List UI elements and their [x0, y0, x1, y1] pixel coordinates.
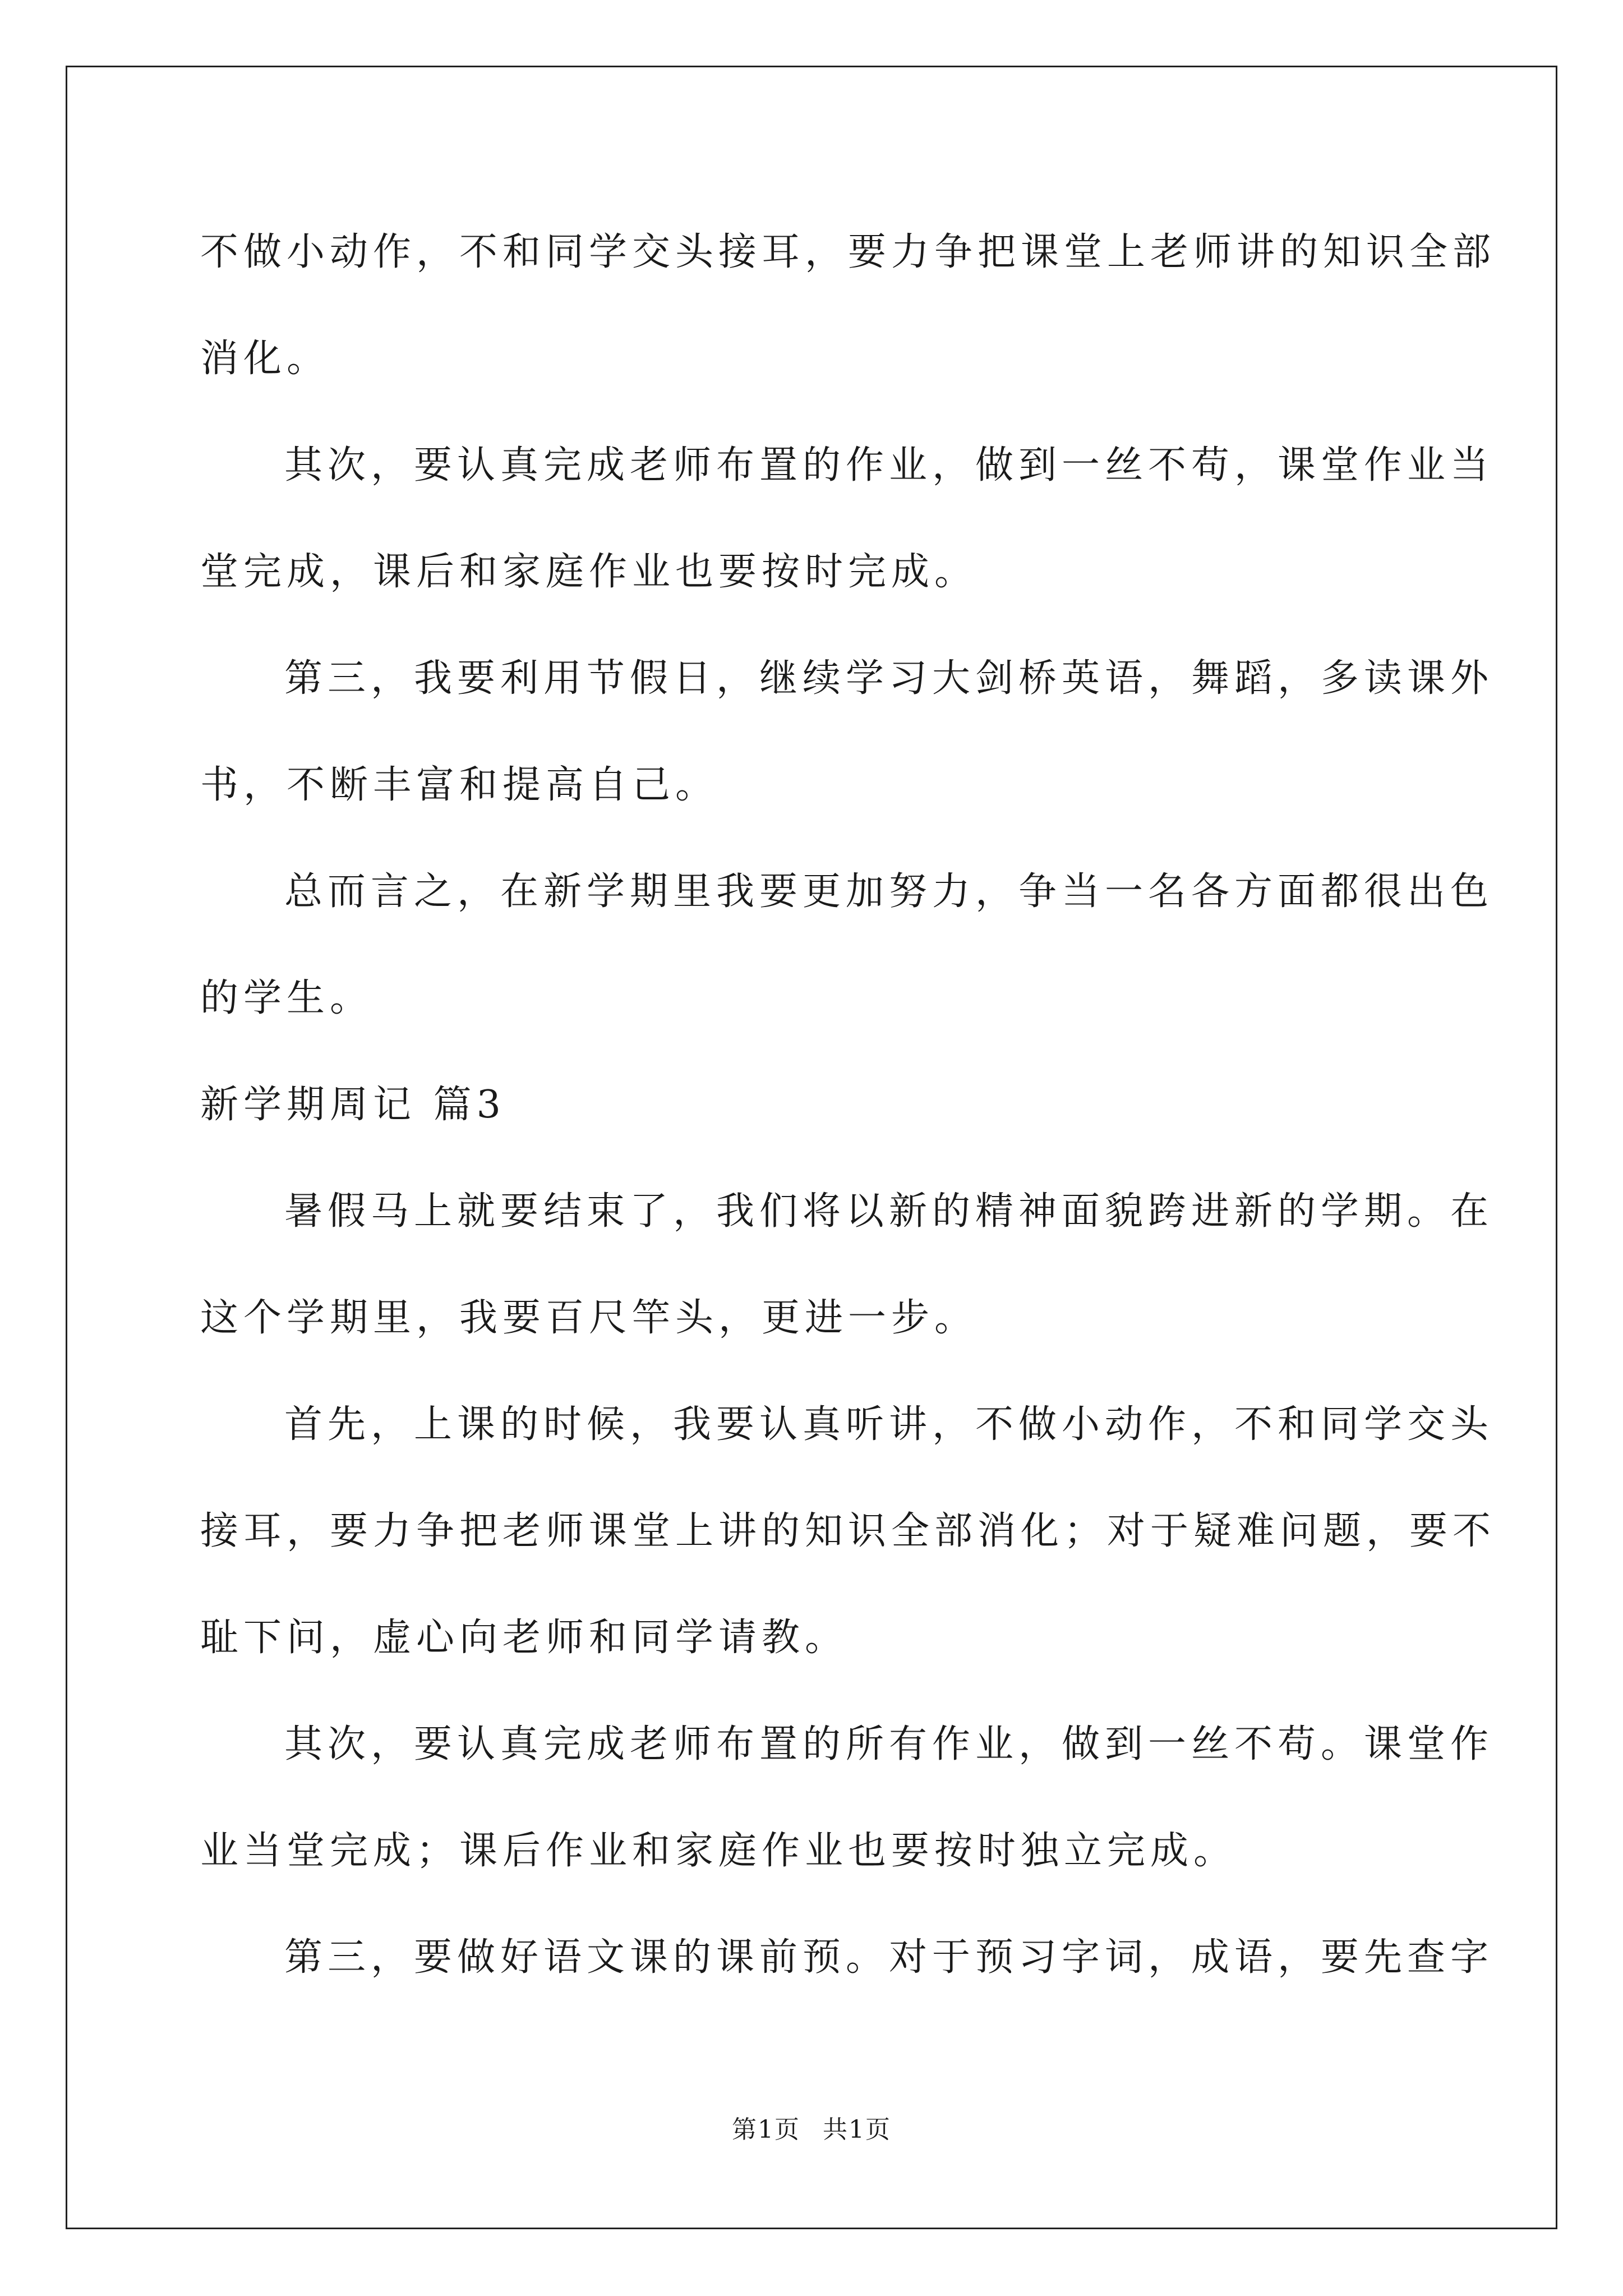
text-line-12: 首先，上课的时候，我要认真听讲，不做小动作，不和同学交头: [284, 1402, 1494, 1447]
page-total: 共1页: [823, 2115, 891, 2144]
page-footer: [0, 2109, 1623, 2145]
text-line-7: 总而言之，在新学期里我要更加努力，争当一名各方面都很出色: [284, 869, 1494, 914]
page-number: 第1页: [732, 2115, 800, 2144]
section-heading: 新学期周记 篇3: [200, 1083, 506, 1127]
text-line-15: 其次，要认真完成老师布置的所有作业，做到一丝不苟。课堂作: [284, 1722, 1494, 1766]
text-line-16: 业当堂完成；课后作业和家庭作业也要按时独立完成。: [200, 1829, 1237, 1873]
text-line-3: 其次，要认真完成老师布置的作业，做到一丝不苟，课堂作业当: [284, 443, 1494, 487]
text-line-13: 接耳，要力争把老师课堂上讲的知识全部消化；对于疑难问题，要不: [200, 1509, 1496, 1553]
text-line-14: 耻下问，虚心向老师和同学请教。: [200, 1616, 849, 1660]
text-line-10: 暑假马上就要结束了，我们将以新的精神面貌跨进新的学期。在: [284, 1189, 1494, 1234]
text-line-6: 书，不断丰富和提高自己。: [200, 763, 719, 807]
text-line-2: 消化。: [200, 337, 330, 381]
text-line-11: 这个学期里，我要百尺竿头，更进一步。: [200, 1296, 978, 1340]
text-line-5: 第三，我要利用节假日，继续学习大剑桥英语，舞蹈，多读课外: [284, 656, 1494, 701]
text-line-1: 不做小动作，不和同学交头接耳，要力争把课堂上老师讲的知识全部: [200, 230, 1496, 274]
text-line-4: 堂完成，课后和家庭作业也要按时完成。: [200, 550, 978, 594]
text-line-17: 第三，要做好语文课的课前预。对于预习字词，成语，要先查字: [284, 1935, 1494, 1980]
document-body: [200, 199, 1496, 2011]
text-line-8: 的学生。: [200, 976, 374, 1020]
